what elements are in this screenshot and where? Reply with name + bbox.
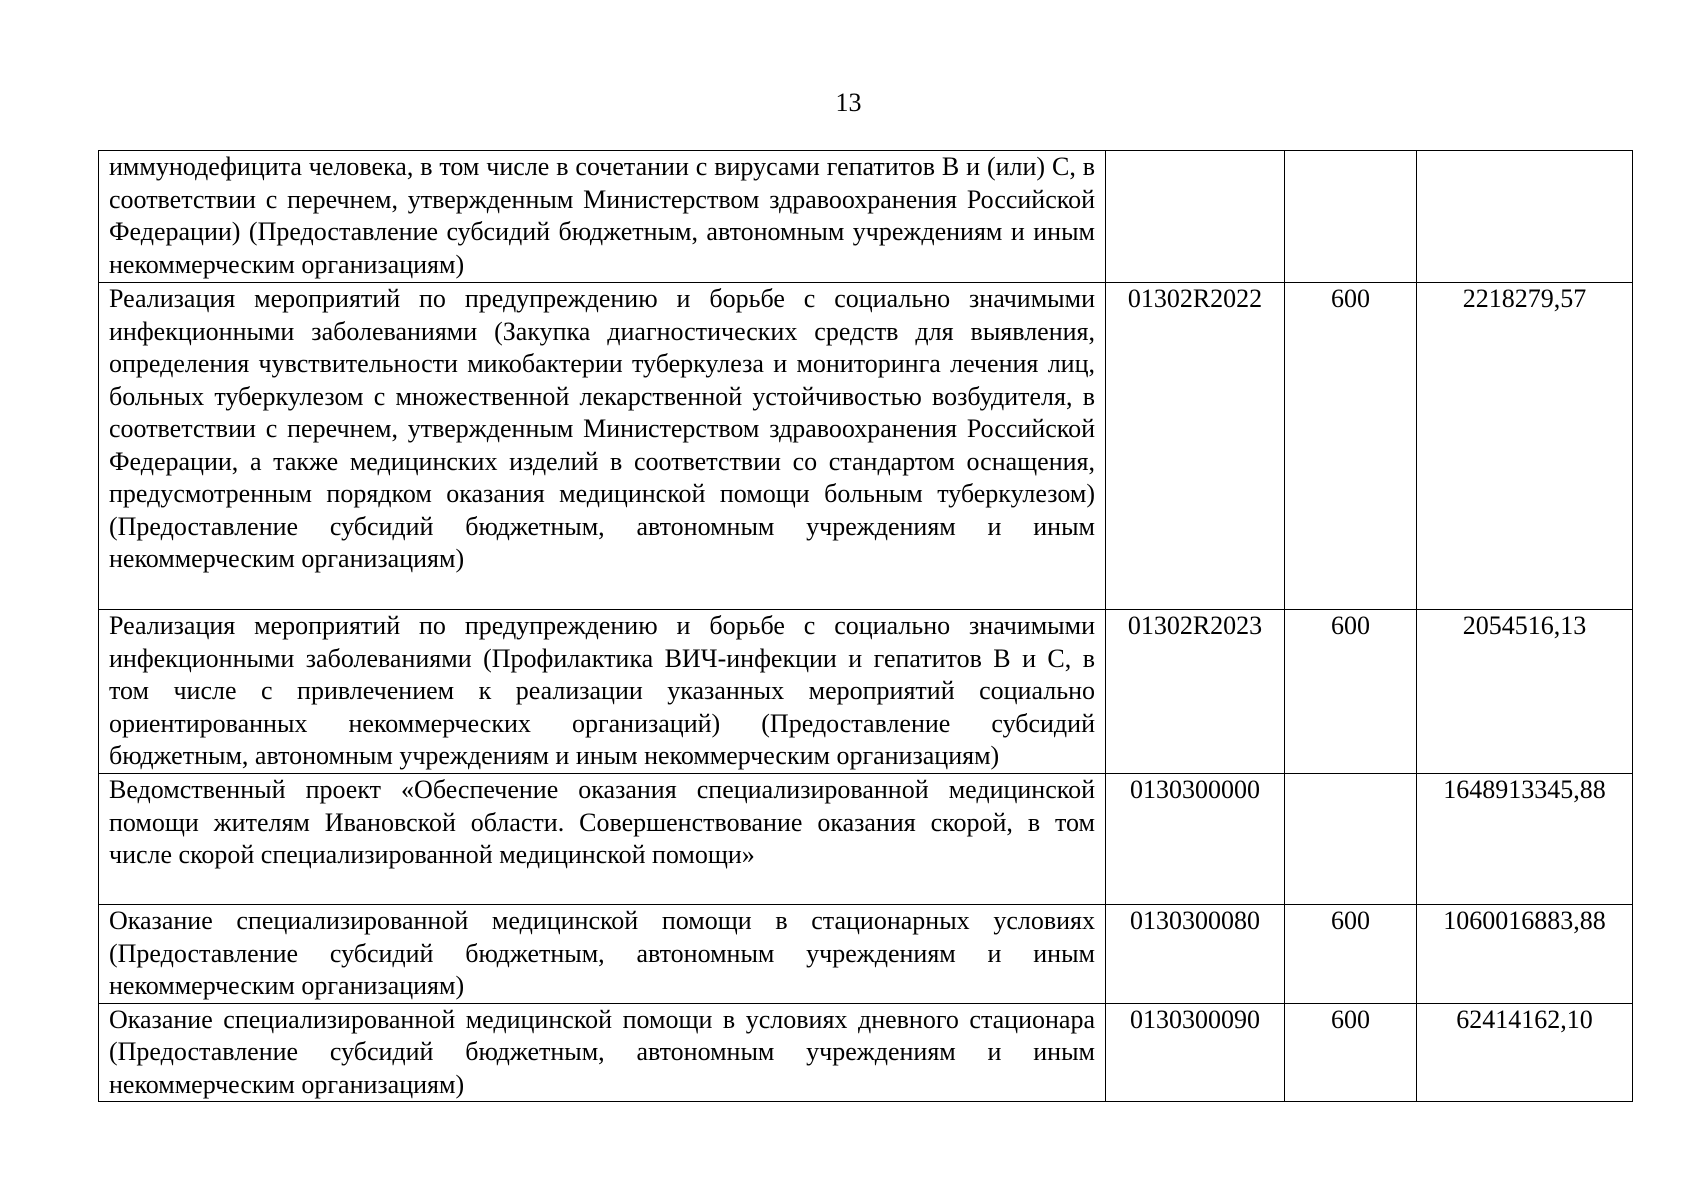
amount-cell: 62414162,10 [1417,1003,1633,1102]
table-row [99,1003,1633,1102]
table-row [99,283,1633,610]
amount-cell [1417,151,1633,283]
row-name-cell: Оказание специализированной медицинской помощи в условиях дневного стационара (Предоставление субсидий бюджетным, автономным учреждениям и иным некоммерческим организациям) [99,1003,1106,1102]
amount-cell: 1060016883,88 [1417,905,1633,1004]
target-code-cell [1106,151,1285,283]
target-code-cell: 01302R2022 [1106,283,1285,610]
row-name-cell: Реализация мероприятий по предупреждению и борьбе с социально значимыми инфекционными заболеваниями (Закупка диагностических средств для выявления, определения чувствительности микобактерии туберкулеза и мониторинга лечения лиц, больных туберкулезом с множественной лекарственной устойчивостью возбудителя, в соответствии с перечнем, утвержденным Министерством здравоохранения Российской Федерации, а также медицинских изделий в соответствии со стандартом оснащения, предусмотренным порядком оказания медицинской помощи больным туберкулезом) (Предоставление субсидий бюджетным, автономным учреждениям и иным некоммерческим организациям) [99,283,1106,610]
amount-cell: 2218279,57 [1417,283,1633,610]
expense-type-cell [1285,774,1417,905]
table-row [99,905,1633,1004]
amount-cell: 1648913345,88 [1417,774,1633,905]
expense-type-cell: 600 [1285,610,1417,774]
table-row [99,774,1633,905]
table-row [99,151,1633,283]
row-name-cell: Реализация мероприятий по предупреждению и борьбе с социально значимыми инфекционными заболеваниями (Профилактика ВИЧ-инфекции и гепатитов B и C, в том числе с привлечением к реализации указанных мероприятий социально ориентированных некоммерческих организаций) (Предоставление субсидий бюджетным, автономным учреждениям и иным некоммерческим организациям) [99,610,1106,774]
target-code-cell: 0130300000 [1106,774,1285,905]
row-name-cell: Оказание специализированной медицинской помощи в стационарных условиях (Предоставление субсидий бюджетным, автономным учреждениям и иным некоммерческим организациям) [99,905,1106,1004]
target-code-cell: 0130300090 [1106,1003,1285,1102]
row-name-cell: иммунодефицита человека, в том числе в сочетании с вирусами гепатитов B и (или) C, в соответствии с перечнем, утвержденным Министерством здравоохранения Российской Федерации) (Предоставление субсидий бюджетным, автономным учреждениям и иным некоммерческим организациям) [99,151,1106,283]
amount-cell: 2054516,13 [1417,610,1633,774]
expense-type-cell [1285,151,1417,283]
target-code-cell: 01302R2023 [1106,610,1285,774]
table-row [99,610,1633,774]
target-code-cell: 0130300080 [1106,905,1285,1004]
row-name-cell: Ведомственный проект «Обеспечение оказания специализированной медицинской помощи жителям Ивановской области. Совершенствование оказания скорой, в том числе скорой специализированной медицинской помощи» [99,774,1106,905]
expense-type-cell: 600 [1285,283,1417,610]
expense-type-cell: 600 [1285,1003,1417,1102]
budget-table [98,150,1633,1102]
expense-type-cell: 600 [1285,905,1417,1004]
page-number: 13 [835,88,862,117]
